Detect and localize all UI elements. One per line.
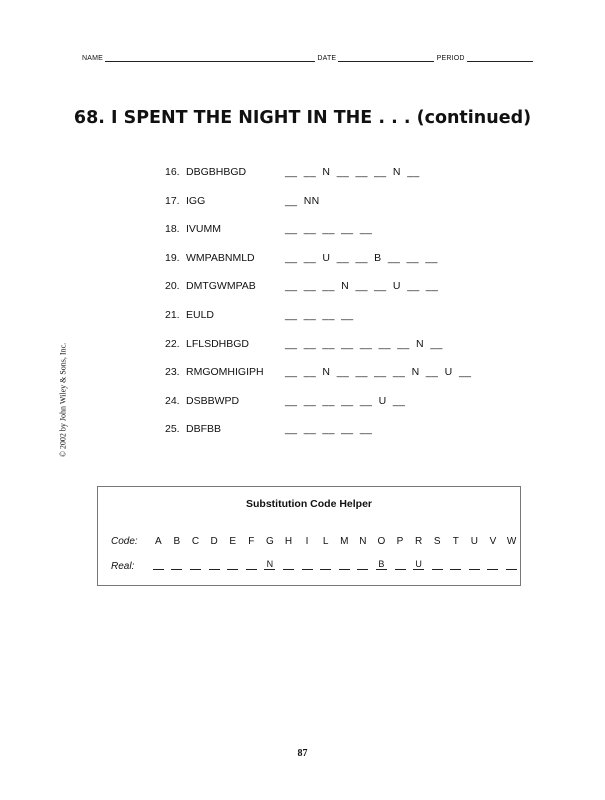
- code-letter: L: [322, 536, 329, 547]
- helper-title: Substitution Code Helper: [246, 498, 372, 510]
- code-letter: V: [489, 536, 497, 547]
- real-letter-cell[interactable]: [242, 559, 261, 572]
- puzzle-answer-blanks[interactable]: __ __ __ __: [285, 308, 354, 321]
- real-letter-cell[interactable]: [484, 559, 503, 572]
- header: [82, 53, 548, 62]
- real-letter: [339, 559, 350, 570]
- real-letter: [171, 559, 182, 570]
- puzzle-answer-blanks[interactable]: __ __ __ __ __: [285, 223, 373, 236]
- real-letter-cell[interactable]: [391, 559, 410, 572]
- page-title: 68. I SPENT THE NIGHT IN THE . . . (continued): [73, 108, 532, 128]
- code-letter: T: [452, 536, 459, 547]
- real-letter-cell[interactable]: [316, 559, 335, 572]
- puzzle-number: 19.: [165, 251, 180, 264]
- puzzle-code: RMGOMHIGIPH: [186, 366, 264, 379]
- code-letter: P: [396, 536, 404, 547]
- real-letter-cell[interactable]: [409, 559, 428, 572]
- real-letter-cell[interactable]: [168, 559, 187, 572]
- real-letter: [487, 559, 498, 570]
- real-letter-cell[interactable]: [447, 559, 466, 572]
- real-letter-cell[interactable]: [186, 559, 205, 572]
- substitution-code-helper: [97, 486, 521, 586]
- real-letter: [395, 559, 406, 570]
- code-letter: B: [173, 536, 181, 547]
- code-letter: G: [265, 536, 274, 547]
- real-letter-cell[interactable]: [428, 559, 447, 572]
- real-letter: [227, 559, 238, 570]
- puzzle-code: LFLSDHBGD: [186, 337, 250, 350]
- real-letter-cell[interactable]: [335, 559, 354, 572]
- code-letter: F: [248, 536, 255, 547]
- code-letter: U: [470, 536, 478, 547]
- real-letter: [302, 559, 313, 570]
- puzzle-number: 24.: [165, 394, 180, 407]
- real-letter-cell[interactable]: [354, 559, 373, 572]
- real-letter-cell[interactable]: [465, 559, 484, 572]
- real-letter: B: [376, 559, 387, 570]
- date-label: DATE: [317, 55, 337, 62]
- real-letter: [450, 559, 461, 570]
- puzzle-answer-blanks[interactable]: __ NN: [285, 194, 320, 207]
- puzzle-answer-blanks[interactable]: __ __ __ N __ __ U __ __: [285, 280, 439, 293]
- puzzle-number: 18.: [165, 223, 180, 236]
- puzzle-number: 16.: [165, 166, 180, 178]
- puzzle-answer-blanks[interactable]: __ __ __ __ __: [285, 423, 373, 436]
- real-letter-cell[interactable]: [261, 559, 280, 572]
- real-letter: [190, 559, 201, 570]
- puzzle-code: DSBBWPD: [186, 394, 240, 407]
- code-letter: W: [506, 536, 517, 547]
- real-letter: U: [413, 559, 424, 570]
- puzzle-code: IGG: [186, 194, 206, 207]
- real-letters-row: [149, 559, 521, 572]
- period-field[interactable]: [467, 53, 533, 62]
- code-letter: C: [191, 536, 200, 547]
- code-letter: M: [340, 536, 349, 547]
- code-letters-row: [149, 536, 521, 547]
- real-letter-cell[interactable]: [502, 559, 521, 572]
- puzzle-code: EULD: [186, 308, 215, 321]
- code-label: Code:: [111, 536, 138, 547]
- puzzle-number: 25.: [165, 423, 180, 436]
- puzzle-answer-blanks[interactable]: __ __ U __ __ B __ __ __: [285, 251, 438, 264]
- code-letter: A: [154, 536, 162, 547]
- puzzle-number: 23.: [165, 366, 180, 379]
- real-letter-cell[interactable]: [149, 559, 168, 572]
- date-field[interactable]: [338, 53, 434, 62]
- real-letter: [246, 559, 257, 570]
- puzzle-number: 22.: [165, 337, 180, 350]
- puzzle-answer-blanks[interactable]: __ __ __ __ __ __ __ N __: [285, 337, 443, 350]
- real-letter: [506, 559, 517, 570]
- real-letter: N: [264, 559, 275, 570]
- code-letter: O: [377, 536, 386, 547]
- code-letter: D: [210, 536, 218, 547]
- puzzle-answer-blanks[interactable]: __ __ N __ __ __ __ N __ U __: [285, 366, 472, 379]
- real-letter-cell[interactable]: [223, 559, 242, 572]
- code-letter: R: [414, 536, 423, 547]
- code-letter: N: [359, 536, 367, 547]
- code-letter: E: [229, 536, 236, 547]
- puzzle-code: DBGBHBGD: [186, 166, 247, 178]
- code-letter: I: [305, 536, 309, 547]
- real-letter-cell[interactable]: [298, 559, 317, 572]
- puzzle-code: WMPABNMLD: [186, 251, 255, 264]
- puzzle-number: 17.: [165, 194, 180, 207]
- period-label: PERIOD: [436, 55, 465, 62]
- real-letter: [283, 559, 294, 570]
- real-letter: [320, 559, 331, 570]
- real-letter: [432, 559, 443, 570]
- name-field[interactable]: [105, 53, 315, 62]
- real-letter: [469, 559, 480, 570]
- puzzle-code: DBFBB: [186, 423, 222, 436]
- puzzle-answer-blanks[interactable]: __ __ N __ __ __ N __: [285, 166, 420, 178]
- real-letter-cell[interactable]: [372, 559, 391, 572]
- real-label: Real:: [111, 561, 135, 572]
- real-letter: [153, 559, 164, 570]
- puzzle-code: IVUMM: [186, 223, 221, 236]
- name-label: NAME: [82, 55, 104, 62]
- puzzle-answer-blanks[interactable]: __ __ __ __ __ U __: [285, 394, 406, 407]
- puzzle-number: 21.: [165, 308, 180, 321]
- real-letter-cell[interactable]: [205, 559, 224, 572]
- puzzle-number: 20.: [165, 280, 180, 293]
- real-letter-cell[interactable]: [279, 559, 298, 572]
- page-number: 87: [297, 748, 308, 759]
- code-letter: S: [433, 536, 441, 547]
- real-letter: [357, 559, 368, 570]
- real-letter: [209, 559, 220, 570]
- puzzle-code: DMTGWMPAB: [186, 280, 256, 293]
- copyright-notice: © 2002 by John Wiley & Sons, Inc.: [58, 342, 68, 458]
- code-letter: H: [284, 536, 293, 547]
